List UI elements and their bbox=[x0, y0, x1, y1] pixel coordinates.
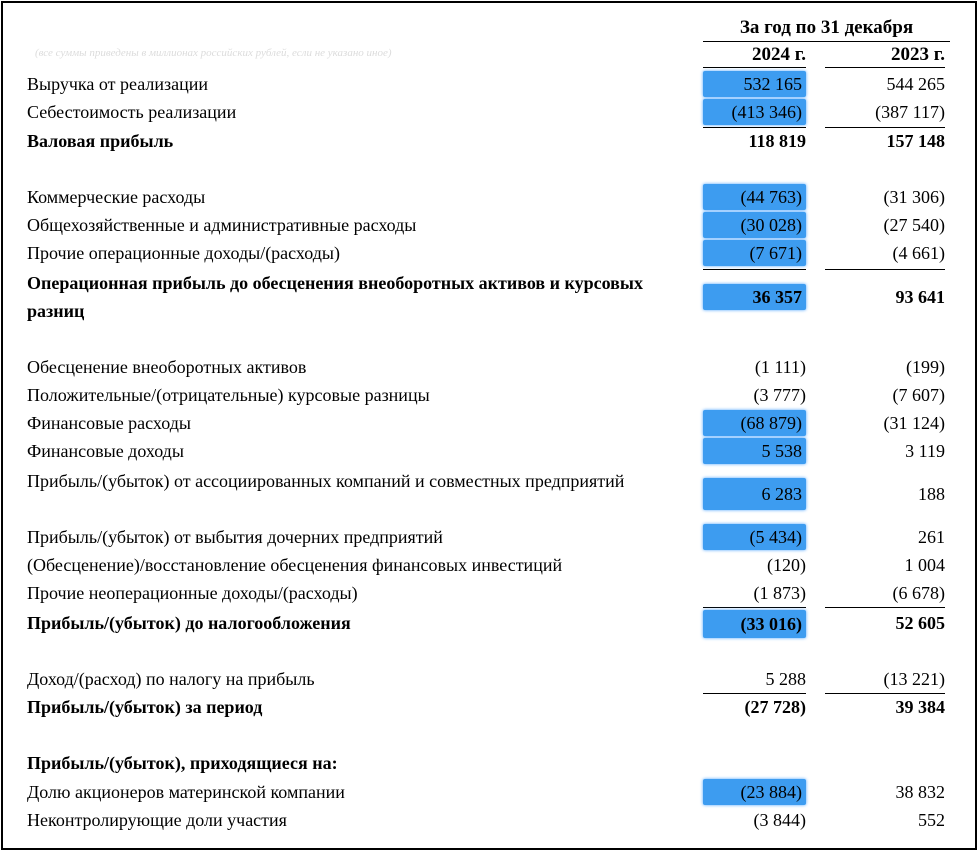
year-2024-header: 2024 г. bbox=[752, 44, 806, 65]
value-2023: 38 832 bbox=[895, 782, 945, 802]
value-2023: (387 117) bbox=[875, 102, 945, 122]
value-2024: 5 288 bbox=[765, 669, 806, 689]
row-label: Финансовые доходы bbox=[27, 441, 184, 461]
value-2024: (1 111) bbox=[754, 357, 806, 377]
value-2024: (3 844) bbox=[753, 810, 806, 830]
value-2024: 5 538 bbox=[703, 438, 806, 464]
row-label: Обесценение внеоборотных активов bbox=[27, 357, 307, 377]
row-label: Прибыль/(убыток) от выбытия дочерних предприятий bbox=[27, 527, 443, 547]
year-2024-underline bbox=[703, 67, 806, 68]
value-2024: (68 879) bbox=[703, 410, 806, 436]
row-label: Прибыль/(убыток), приходящиеся на: bbox=[27, 753, 338, 773]
row-label: Неконтролирующие доли участия bbox=[27, 810, 287, 830]
value-2023: (31 124) bbox=[883, 413, 945, 433]
value-2023: (31 306) bbox=[883, 187, 945, 207]
year-2023-header: 2023 г. bbox=[891, 44, 945, 65]
row-label: Положительные/(отрицательные) курсовые разницы bbox=[27, 385, 430, 405]
value-2024: 118 819 bbox=[748, 131, 806, 151]
value-2023: 39 384 bbox=[895, 697, 945, 717]
value-2023: 52 605 bbox=[895, 613, 945, 633]
row-label: Прочие операционные доходы/(расходы) bbox=[27, 243, 340, 263]
value-2023: 3 119 bbox=[905, 441, 945, 461]
period-header: За год по 31 декабря bbox=[739, 17, 914, 38]
value-2023: 157 148 bbox=[886, 131, 945, 151]
row-label: Прибыль/(убыток) от ассоциированных компаний и совместных предприятий bbox=[27, 471, 625, 491]
value-2024: (33 016) bbox=[703, 610, 806, 638]
row-label: Прибыль/(убыток) за период bbox=[27, 697, 263, 717]
value-2024: (30 028) bbox=[703, 212, 806, 238]
value-2023: (7 607) bbox=[892, 385, 945, 405]
row-label: (Обесценение)/восстановление обесценения финансовых инвестиций bbox=[27, 555, 563, 575]
value-2024: (27 728) bbox=[744, 697, 806, 717]
row-label: Общехозяйственные и административные расходы bbox=[27, 215, 417, 235]
value-2023: 552 bbox=[918, 810, 945, 830]
value-2024: (7 671) bbox=[703, 240, 806, 266]
value-2023: (4 661) bbox=[892, 243, 945, 263]
value-2023: 544 265 bbox=[886, 74, 945, 94]
value-2024: (23 884) bbox=[703, 779, 806, 805]
value-2023: (199) bbox=[906, 357, 945, 377]
row-label: Прибыль/(убыток) до налогообложения bbox=[27, 613, 351, 633]
value-2023: 261 bbox=[918, 527, 945, 547]
row-label: Доход/(расход) по налогу на прибыль bbox=[27, 669, 315, 689]
value-2023: (6 678) bbox=[892, 583, 945, 603]
value-2024: 6 283 bbox=[703, 478, 806, 510]
period-underline bbox=[703, 41, 950, 42]
row-label: Финансовые расходы bbox=[27, 413, 191, 433]
row-label: Валовая прибыль bbox=[27, 131, 174, 151]
row-associates bbox=[3, 467, 973, 523]
value-2024: 532 165 bbox=[703, 71, 806, 97]
row-label: Операционная прибыль до обесценения внеоборотных активов и курсовых разниц bbox=[27, 273, 643, 321]
statement-frame bbox=[1, 1, 977, 850]
row-label: Прочие неоперационные доходы/(расходы) bbox=[27, 583, 358, 603]
value-2024: (1 873) bbox=[753, 583, 806, 603]
value-2024: (413 346) bbox=[703, 99, 806, 125]
value-2024: (5 434) bbox=[703, 524, 806, 550]
value-2023: (27 540) bbox=[883, 215, 945, 235]
value-2024: (120) bbox=[767, 555, 806, 575]
value-2023: (13 221) bbox=[883, 669, 945, 689]
row-profit-before-tax bbox=[3, 607, 973, 641]
row-label: Долю акционеров материнской компании bbox=[27, 782, 345, 802]
row-label: Себестоимость реализации bbox=[27, 102, 237, 122]
value-2024: (44 763) bbox=[703, 184, 806, 210]
row-operating-profit bbox=[3, 269, 973, 327]
row-label: Коммерческие расходы bbox=[27, 187, 206, 207]
value-2024: 36 357 bbox=[703, 284, 806, 310]
value-2023: 188 bbox=[918, 484, 945, 504]
value-2024: (3 777) bbox=[753, 385, 806, 405]
row-label: Выручка от реализации bbox=[27, 74, 208, 94]
units-note: (все суммы приведены в миллионах российских рублей, если не указано иное) bbox=[35, 47, 392, 59]
year-2023-underline bbox=[825, 67, 945, 68]
value-2023: 1 004 bbox=[904, 555, 945, 575]
value-2023: 93 641 bbox=[895, 287, 945, 307]
